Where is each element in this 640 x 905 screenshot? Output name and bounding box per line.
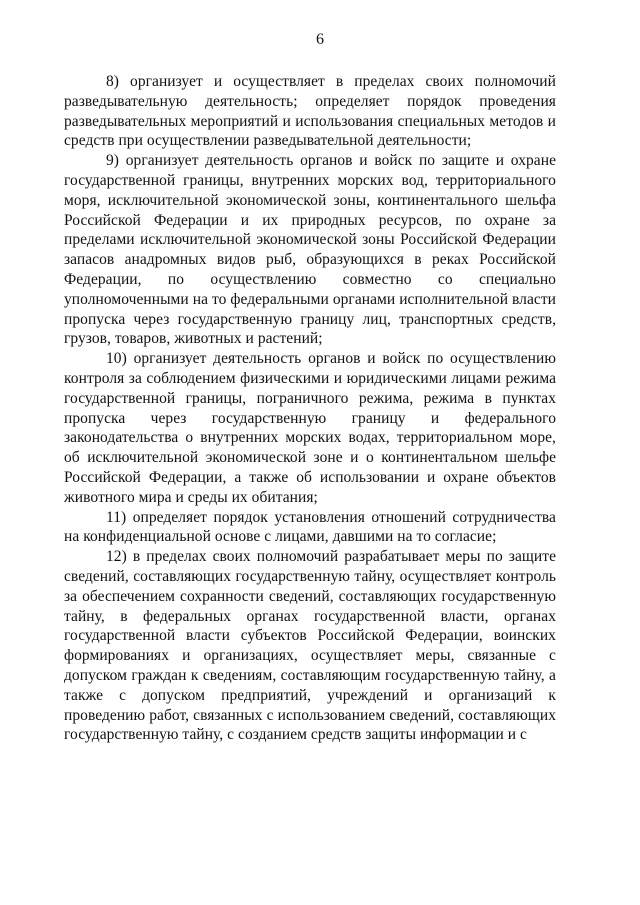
paragraph-item-9: 9) организует деятельность органов и войск по защите и охране государственной границы, внутренних морских вод, территориального моря, исключительной экономической зоны, континентального шельфа Российской Федерации и их природных ресурсов, по охране за пределами исключительной экономической зоны Российской Федерации запасов анадромных видов рыб, образующихся в реках Российской Федерации, по осуществлению совместно со специально уполномоченными на то федеральными органами исполнительной власти пропуска через государственную границу лиц, транспортных средств, грузов, товаров, животных и растений; bbox=[64, 152, 556, 348]
paragraph-item-11: 11) определяет порядок установления отношений сотрудничества на конфиденциальной основе с лицами, давшими на то согласие; bbox=[64, 508, 556, 546]
paragraph-item-8: 8) организует и осуществляет в пределах своих полномочий разведывательную деятельность; определяет порядок проведения разведывательных мероприятий и использования специальных методов и средств при осуществлении разведывательной деятельности; bbox=[64, 73, 556, 150]
document-body bbox=[64, 72, 556, 745]
paragraph-item-12: 12) в пределах своих полномочий разрабатывает меры по защите сведений, составляющих государственную тайну, осуществляет контроль за обеспечением сохранности сведений, составляющих государственную тайну, в федеральных органах государственной власти, органах государственной власти субъектов Российской Федерации, воинских формированиях и организациях, осуществляет меры, связанные с допуском граждан к сведениям, составляющим государственную тайну, а также с допуском предприятий, учреждений и организаций к проведению работ, связанных с использованием сведений, составляющих государственную тайну, с созданием средств защиты информации и с bbox=[64, 548, 556, 744]
page-number: 6 bbox=[316, 31, 324, 48]
paragraph-item-10: 10) организует деятельность органов и войск по осуществлению контроля за соблюдением физическими и юридическими лицами режима государственной границы, пограничного режима, режима в пунктах пропуска через государственную границу и федерального законодательства о внутренних морских водах, территориальном море, об исключительной экономической зоне и о континентальном шельфе Российской Федерации, а также об использовании и охране объектов животного мира и среды их обитания; bbox=[64, 350, 556, 506]
